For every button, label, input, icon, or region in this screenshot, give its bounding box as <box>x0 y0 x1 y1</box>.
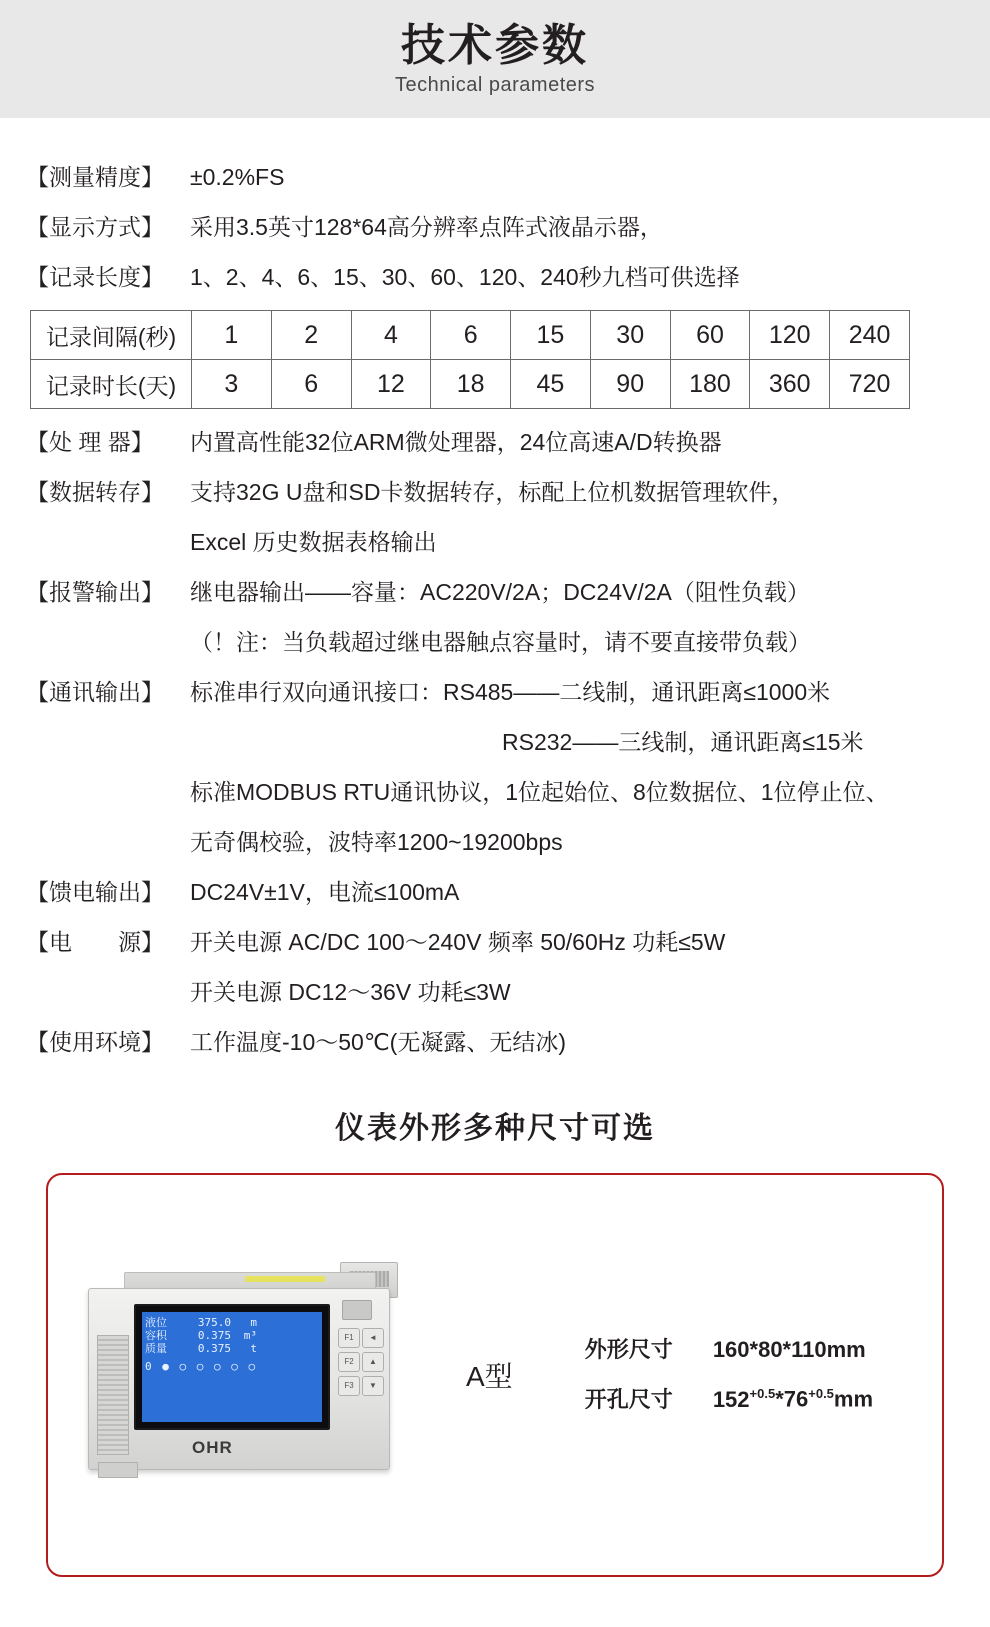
device-key-up[interactable]: ▲ <box>362 1352 384 1372</box>
dimension-row-cutout <box>585 1372 873 1421</box>
table-row <box>31 360 910 409</box>
spec-row-comm-output <box>26 667 964 717</box>
device-screen <box>134 1304 330 1430</box>
spec-row-display <box>26 202 964 252</box>
device-right-panel <box>336 1294 386 1462</box>
spec-row-environment <box>26 1017 964 1067</box>
spacer <box>26 767 186 817</box>
spec-label: 【记录长度】 <box>26 264 164 290</box>
table-cell: 120 <box>750 311 830 360</box>
spec-continuation <box>26 967 964 1017</box>
spec-label: 【馈电输出】 <box>26 879 164 905</box>
table-cell: 1 <box>192 311 272 360</box>
spec-continuation <box>26 817 964 867</box>
spec-row-processor <box>26 417 964 467</box>
spec-continuation <box>26 517 964 567</box>
spacer <box>26 817 186 867</box>
spec-list <box>0 118 990 1067</box>
spec-row-data-transfer <box>26 467 964 517</box>
spacer <box>26 967 186 1017</box>
record-table-wrap <box>26 310 964 409</box>
record-interval-table <box>30 310 910 409</box>
dimension-tolerance-2: +0.5 <box>808 1386 834 1402</box>
device-key-f1[interactable]: F1 <box>338 1328 360 1348</box>
dimension-label: 开孔尺寸 <box>584 1386 673 1412</box>
lcd-row <box>145 1329 319 1342</box>
page-title-cn: 技术参数 <box>401 21 589 71</box>
lcd-display <box>142 1312 322 1422</box>
table-cell: 60 <box>670 311 750 360</box>
spec-continuation-text: 开关电源 DC12～36V 功耗≤3W <box>190 979 511 1005</box>
spec-continuation <box>26 767 964 817</box>
section-subheading: 仪表外形多种尺寸可选 <box>335 1112 655 1145</box>
spec-label: 【处 理 器】 <box>26 429 154 455</box>
dimension-label: 外形尺寸 <box>584 1337 673 1363</box>
table-cell: 720 <box>830 360 910 409</box>
table-cell: 6 <box>271 360 351 409</box>
table-cell: 45 <box>511 360 591 409</box>
spec-value: 继电器输出——容量：AC220V/2A；DC24V/2A（阻性负载） <box>190 579 810 605</box>
spec-row-feed-output <box>26 867 964 917</box>
lcd-row-label: 液位 <box>145 1316 167 1329</box>
table-cell: 12 <box>351 360 431 409</box>
product-model-label: A型 <box>466 1361 513 1392</box>
page-title-en: Technical parameters <box>394 73 596 96</box>
table-cell: 15 <box>511 311 591 360</box>
spec-value: ±0.2%FS <box>190 164 285 190</box>
spec-value: 标准串行双向通讯接口：RS485——二线制，通讯距离≤1000米 <box>190 679 831 705</box>
lcd-row-unit: m <box>250 1316 257 1329</box>
lcd-row-value: 0.375 <box>197 1329 231 1342</box>
spec-label: 【显示方式】 <box>26 214 164 240</box>
lcd-row-value: 375.0 <box>197 1316 231 1329</box>
table-cell: 4 <box>351 311 431 360</box>
lcd-row-unit: t <box>250 1342 257 1355</box>
spec-label: 【通讯输出】 <box>26 679 164 705</box>
lcd-row-value: 0.375 <box>197 1342 231 1355</box>
table-cell: 2 <box>271 311 351 360</box>
device-keypad <box>338 1328 382 1396</box>
spec-continuation-text: RS232——三线制，通讯距离≤15米 <box>502 729 864 755</box>
spec-continuation <box>26 717 964 767</box>
dimension-value: 160*80*110mm <box>712 1337 866 1363</box>
spec-value: 开关电源 AC/DC 100～240V 频率 50/60Hz 功耗≤5W <box>190 929 726 955</box>
spacer <box>26 717 186 767</box>
dimension-mid: *76 <box>775 1386 809 1412</box>
table-cell: 240 <box>830 311 910 360</box>
lcd-status-dots: 0 ● ○ ○ ○ ○ ○ <box>145 1360 258 1373</box>
lcd-row <box>145 1316 319 1329</box>
spec-value: 工作温度-10～50℃(无凝露、无结冰) <box>190 1029 566 1055</box>
lcd-row <box>145 1342 319 1355</box>
usb-port-icon <box>342 1300 372 1320</box>
spec-value: 采用3.5英寸128*64高分辨率点阵式液晶示器， <box>190 214 663 240</box>
product-panel <box>46 1173 944 1577</box>
spec-continuation-text: 无奇偶校验，波特率1200~19200bps <box>190 829 563 855</box>
spec-row-power <box>26 917 964 967</box>
page-header <box>0 0 990 118</box>
table-cell: 3 <box>192 360 272 409</box>
spec-label: 【报警输出】 <box>26 579 164 605</box>
spacer <box>26 617 186 667</box>
product-panel-inner <box>48 1175 942 1575</box>
table-cell: 30 <box>590 311 670 360</box>
spec-label: 【电 源】 <box>26 929 164 955</box>
spec-label: 【数据转存】 <box>26 479 164 505</box>
table-cell: 180 <box>670 360 750 409</box>
spec-value: 支持32G U盘和SD卡数据转存，标配上位机数据管理软件， <box>190 479 795 505</box>
device-key-down[interactable]: ▼ <box>362 1376 384 1396</box>
spec-value: 内置高性能32位ARM微处理器，24位高速A/D转换器 <box>190 429 722 455</box>
table-cell: 6 <box>431 311 511 360</box>
spec-row-alarm-output <box>26 567 964 617</box>
device-vent <box>97 1335 129 1455</box>
lcd-row-label: 容积 <box>145 1329 167 1342</box>
spec-continuation-text: （！注：当负载超过继电器触点容量时，请不要直接带负载） <box>190 629 811 655</box>
table-cell: 18 <box>431 360 511 409</box>
dimension-tolerance-1: +0.5 <box>749 1386 776 1402</box>
lcd-row-label: 质量 <box>145 1342 167 1355</box>
lcd-row-unit: m³ <box>243 1329 257 1342</box>
device-key-left[interactable]: ◄ <box>362 1328 384 1348</box>
spec-row-record-length <box>26 252 964 302</box>
spec-value: DC24V±1V，电流≤100mA <box>190 879 460 905</box>
device-brand-logo: OHR <box>192 1438 233 1457</box>
spec-value: 1、2、4、6、15、30、60、120、240秒九档可供选择 <box>190 264 740 290</box>
device-key-f2[interactable]: F2 <box>338 1352 360 1372</box>
table-row-header: 记录时长(天) <box>31 360 192 409</box>
dimension-value: 152 <box>712 1386 750 1412</box>
spec-continuation-text: Excel 历史数据表格输出 <box>190 529 437 555</box>
device-key-f3[interactable]: F3 <box>338 1376 360 1396</box>
table-cell: 90 <box>590 360 670 409</box>
product-dimensions <box>585 1328 873 1421</box>
table-cell: 360 <box>750 360 830 409</box>
spacer <box>26 517 186 567</box>
device-foot <box>98 1462 138 1478</box>
spec-continuation-text: 标准MODBUS RTU通讯协议，1位起始位、8位数据位、1位停止位、 <box>190 779 889 805</box>
spec-label: 【使用环境】 <box>26 1029 164 1055</box>
table-row-header: 记录间隔(秒) <box>31 311 192 360</box>
dimension-suffix: mm <box>833 1386 874 1412</box>
spec-continuation <box>26 617 964 667</box>
spec-label: 【测量精度】 <box>26 164 164 190</box>
spec-row-accuracy <box>26 152 964 202</box>
device-illustration <box>88 1260 438 1490</box>
table-row <box>31 311 910 360</box>
dimension-row-outline <box>585 1328 873 1372</box>
